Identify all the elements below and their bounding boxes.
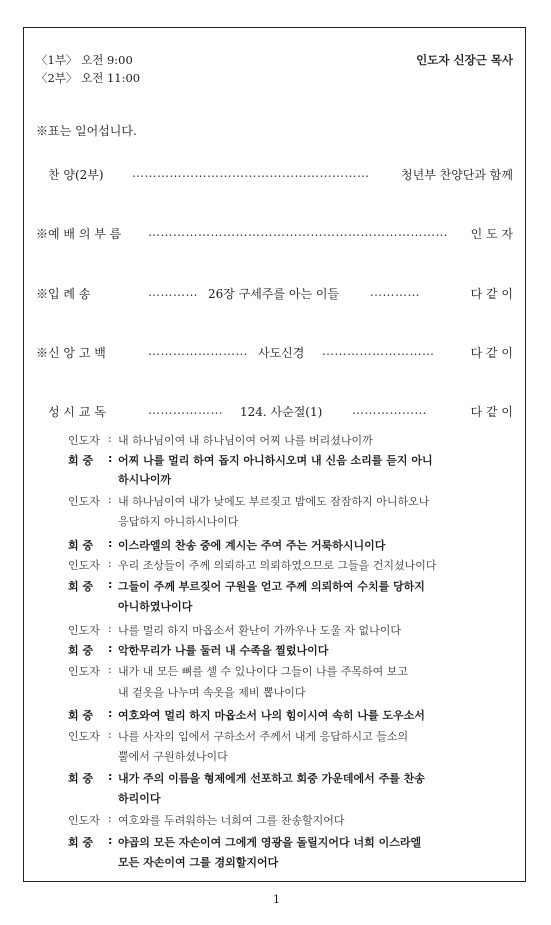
order-dots: ………………………………………………… bbox=[132, 166, 370, 180]
speaker-congregation: 회 중 bbox=[68, 580, 94, 593]
colon: : bbox=[108, 642, 113, 655]
reading-line: 어찌 나를 멀리 하여 돕지 아니하시오며 내 신음 소리를 듣지 아니 bbox=[118, 454, 433, 467]
speaker-leader: 인도자 bbox=[68, 559, 100, 572]
reading-line: 모든 자손이여 그를 경외할지어다 bbox=[118, 856, 279, 869]
reading-line: 나를 멀리 하지 마옵소서 환난이 가까우나 도울 자 없나이다 bbox=[118, 624, 401, 637]
reading-line: 응답하지 아니하시나이다 bbox=[118, 515, 239, 528]
reading-line: 하리이다 bbox=[118, 792, 161, 805]
speaker-leader: 인도자 bbox=[68, 624, 100, 637]
standing-note: ※표는 일어섭니다. bbox=[36, 124, 137, 138]
speaker-congregation: 회 중 bbox=[68, 454, 94, 467]
order-label-praise: 찬 양(2부) bbox=[48, 168, 104, 182]
reading-line: 뿔에서 구원하셨나이다 bbox=[118, 750, 228, 763]
order-middle-psalm: 124. 사순절(1) bbox=[240, 405, 323, 419]
reading-line: 야곱의 모든 자손이여 그에게 영광을 돌릴지어다 너희 이스라엘 bbox=[118, 836, 422, 849]
order-dots: ……………… bbox=[352, 403, 427, 417]
speaker-leader: 인도자 bbox=[68, 434, 100, 447]
colon: : bbox=[108, 432, 112, 445]
service-time-1: 〈1부〉 오전 9:00 bbox=[36, 53, 133, 67]
colon: : bbox=[108, 707, 113, 720]
colon: : bbox=[108, 557, 112, 570]
speaker-leader: 인도자 bbox=[68, 730, 100, 743]
speaker-leader: 인도자 bbox=[68, 814, 100, 827]
speaker-congregation: 회 중 bbox=[68, 539, 94, 552]
order-content-call: 인 도 자 bbox=[470, 227, 513, 241]
order-content-psalm: 다 같 이 bbox=[470, 405, 513, 419]
colon: : bbox=[108, 622, 112, 635]
order-label-hymn: ※입 례 송 bbox=[36, 287, 91, 301]
reading-line: 내가 주의 이름을 형제에게 선포하고 회중 가운데에서 주를 찬송 bbox=[118, 772, 425, 785]
worship-leader: 인도자 신장근 목사 bbox=[416, 53, 513, 67]
colon: : bbox=[108, 728, 112, 741]
order-content-praise: 청년부 찬양단과 함께 bbox=[401, 168, 513, 182]
reading-line: 그들이 주께 부르짖어 구원을 얻고 주께 의뢰하여 수치를 당하지 bbox=[118, 580, 425, 593]
page-number: 1 bbox=[273, 893, 280, 906]
order-dots: ……………… bbox=[148, 403, 223, 417]
reading-line: 내가 내 모든 뼈를 셀 수 있나이다 그들이 나를 주목하여 보고 bbox=[118, 665, 408, 678]
reading-line: 악한무리가 나를 둘러 내 수족을 찔렀나이다 bbox=[118, 644, 329, 657]
reading-line: 내 겉옷을 나누며 속옷을 제비 뽑나이다 bbox=[118, 686, 306, 699]
order-middle-hymn: 26장 구세주를 아는 이들 bbox=[208, 287, 340, 301]
order-dots: ………… bbox=[148, 285, 198, 299]
speaker-congregation: 회 중 bbox=[68, 836, 94, 849]
order-dots: ……………………… bbox=[322, 344, 435, 358]
speaker-congregation: 회 중 bbox=[68, 644, 94, 657]
order-label-call: ※예 배 의 부 름 bbox=[36, 227, 122, 241]
colon: : bbox=[108, 834, 113, 847]
order-label-creed: ※신 앙 고 백 bbox=[36, 346, 106, 360]
service-time-2: 〈2부〉 오전 11:00 bbox=[36, 71, 141, 85]
reading-line: 내 하나님이여 내가 낮에도 부르짖고 밤에도 잠잠하지 아니하오나 bbox=[118, 495, 430, 508]
speaker-leader: 인도자 bbox=[68, 495, 100, 508]
order-label-psalm: 성 시 교 독 bbox=[48, 405, 106, 419]
speaker-congregation: 회 중 bbox=[68, 772, 94, 785]
order-content-creed: 다 같 이 bbox=[470, 346, 513, 360]
reading-line: 하시나이까 bbox=[118, 473, 172, 486]
reading-line: 여호와여 멀리 하지 마옵소서 나의 힘이시여 속히 나를 도우소서 bbox=[118, 709, 425, 722]
colon: : bbox=[108, 770, 113, 783]
reading-line: 이스라엘의 찬송 중에 계시는 주여 주는 거룩하시니이다 bbox=[118, 539, 386, 552]
colon: : bbox=[108, 663, 112, 676]
reading-line: 여호와를 두려워하는 너희여 그를 찬송할지어다 bbox=[118, 814, 345, 827]
reading-line: 내 하나님이여 내 하나님이여 어찌 나를 버리셨나이까 bbox=[118, 434, 373, 447]
colon: : bbox=[108, 537, 113, 550]
reading-line: 나를 사자의 입에서 구하소서 주께서 내게 응답하시고 들소의 bbox=[118, 730, 409, 743]
reading-line: 아니하였나이다 bbox=[118, 600, 193, 613]
order-middle-creed: 사도신경 bbox=[258, 346, 305, 360]
reading-line: 우리 조상들이 주께 의뢰하고 의뢰하였으므로 그들을 건지셨나이다 bbox=[118, 559, 437, 572]
colon: : bbox=[108, 452, 113, 465]
order-dots: …………………… bbox=[148, 344, 248, 358]
order-dots: ………… bbox=[370, 285, 420, 299]
colon: : bbox=[108, 578, 113, 591]
speaker-congregation: 회 중 bbox=[68, 709, 94, 722]
speaker-leader: 인도자 bbox=[68, 665, 100, 678]
colon: : bbox=[108, 812, 112, 825]
order-content-hymn: 다 같 이 bbox=[470, 287, 513, 301]
colon: : bbox=[108, 493, 112, 506]
order-dots: ……………………………………………………………… bbox=[148, 225, 448, 239]
